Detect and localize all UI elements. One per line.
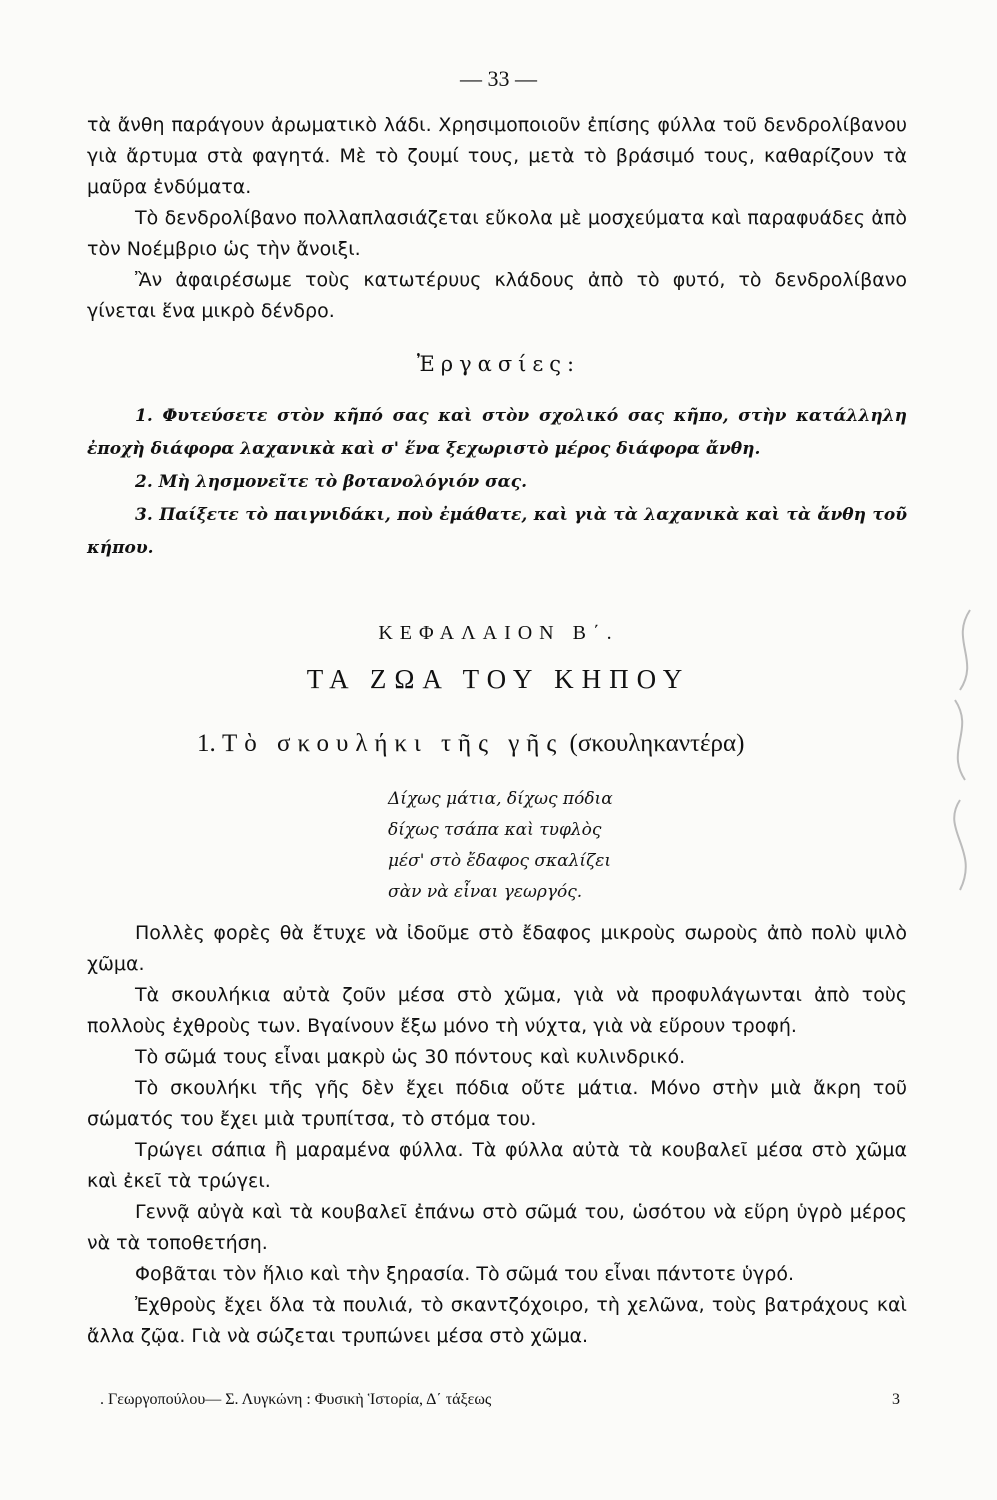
task-item: 1. Φυτεύσετε στὸν κῆπό σας καὶ στὸν σχολικό σας κῆπο, στὴν κατάλληλη ἐποχὴ διάφορα λαχανικὰ καὶ σ' ἕνα ξεχωριστὸ μέρος διάφορα ἄνθη. [87, 406, 907, 459]
footer [100, 1391, 900, 1409]
intro-paragraph: Ἂν ἀφαιρέσωμε τοὺς κατωτέρυυς κλάδους ἀπὸ τὸ φυτό, τὸ δενδρολίβανο γίνεται ἕνα μικρὸ δένδρο. [87, 269, 907, 322]
section-heading [197, 730, 837, 758]
body-paragraph: Γεννᾷ αὐγὰ καὶ τὰ κουβαλεῖ ἐπάνω στὸ σῶμά του, ὡσότου νὰ εὕρη ὑγρὸ μέρος νὰ τὰ τοποθετήση. [87, 1201, 907, 1254]
chapter-label: ΚΕΦΑΛΑΙΟΝ Β΄. [378, 622, 619, 644]
page-number: — 33 — [460, 66, 537, 91]
body-paragraph: Τὸ σκουλήκι τῆς γῆς δὲν ἔχει πόδια οὔτε μάτια. Μόνο στὴν μιὰ ἄκρη τοῦ σώματός του ἔχει μιὰ τρυπίτσα, τὸ στόμα του. [87, 1077, 907, 1130]
signature-mark: 3 [892, 1391, 900, 1408]
body-paragraph: Πολλὲς φορὲς θὰ ἔτυχε νὰ ἰδοῦμε στὸ ἔδαφος μικροὺς σωροὺς ἀπὸ πολὺ ψιλὸ χῶμα. [87, 922, 907, 975]
section-parenthetical: (σκουληκαντέρα) [569, 730, 745, 757]
body-paragraph: Φοβᾶται τὸν ἥλιο καὶ τὴν ξηρασία. Τὸ σῶμά του εἶναι πάντοτε ὑγρό. [135, 1263, 795, 1285]
body-paragraph: Τρώγει σάπια ἢ μαραμένα φύλλα. Τὰ φύλλα αὐτὰ τὰ κουβαλεῖ μέσα στὸ χῶμα καὶ ἐκεῖ τὰ τρώγει. [87, 1139, 907, 1192]
poem [388, 784, 788, 908]
chapter-title: ΤΑ ΖΩΑ ΤΟΥ ΚΗΠΟΥ [306, 664, 691, 694]
section-number: 1. [197, 730, 216, 757]
section-title: Τὸ σκουλήκι τῆς γῆς [222, 730, 564, 757]
poem-line: δίχως τσάπα καὶ τυφλὸς [388, 820, 602, 840]
intro-text [87, 110, 907, 327]
body-paragraph: Τὰ σκουλήκια αὐτὰ ζοῦν μέσα στὸ χῶμα, γιὰ νὰ προφυλάγωνται ἀπὸ τοὺς πολλοὺς ἐχθροὺς των. Βγαίνουν ἔξω μόνο τὴ νύχτα, γιὰ νὰ εὕρουν τροφή. [87, 984, 907, 1037]
tasks-heading: Ἐργασίες: [416, 352, 581, 376]
body-paragraph: Τὸ σῶμά τους εἶναι μακρὺ ὡς 30 πόντους καὶ κυλινδρικό. [135, 1046, 686, 1068]
poem-line: μέσ' στὸ ἔδαφος σκαλίζει [388, 851, 612, 871]
main-text [87, 918, 907, 1352]
poem-line: σὰν νὰ εἶναι γεωργός. [388, 882, 583, 902]
pencil-annotation [930, 600, 990, 920]
intro-paragraph: τὰ ἄνθη παράγουν ἀρωματικὸ λάδι. Χρησιμοποιοῦν ἐπίσης φύλλα τοῦ δενδρολίβανου γιὰ ἄρτυμα στὰ φαγητά. Μὲ τὸ ζουμί τους, μετὰ τὸ βράσιμό τους, καθαρίζουν τὰ μαῦρα ἐνδύματα. [87, 114, 907, 198]
tasks-list [87, 400, 907, 565]
body-paragraph: Ἐχθροὺς ἔχει ὅλα τὰ πουλιά, τὸ σκαντζόχοιρο, τὴ χελῶνα, τοὺς βατράχους καὶ ἄλλα ζῷα. Γιὰ νὰ σώζεται τρυπώνει μέσα στὸ χῶμα. [87, 1294, 907, 1347]
poem-line: Δίχως μάτια, δίχως πόδια [388, 789, 613, 809]
task-item: 2. Μὴ λησμονεῖτε τὸ βοτανολόγιόν σας. [135, 472, 528, 492]
footer-text: . Γεωργοπούλου— Σ. Λυγκώνη : Φυσικὴ Ἱστορία, Δ΄ τάξεως [100, 1391, 492, 1408]
intro-paragraph: Τὸ δενδρολίβανο πολλαπλασιάζεται εὔκολα μὲ μοσχεύματα καὶ παραφυάδες ἀπὸ τὸν Νοέμβριο ὡς τὴν ἄνοιξι. [87, 207, 907, 260]
task-item: 3. Παίξετε τὸ παιγνιδάκι, ποὺ ἐμάθατε, καὶ γιὰ τὰ λαχανικὰ καὶ τὰ ἄνθη τοῦ κήπου. [87, 505, 907, 558]
